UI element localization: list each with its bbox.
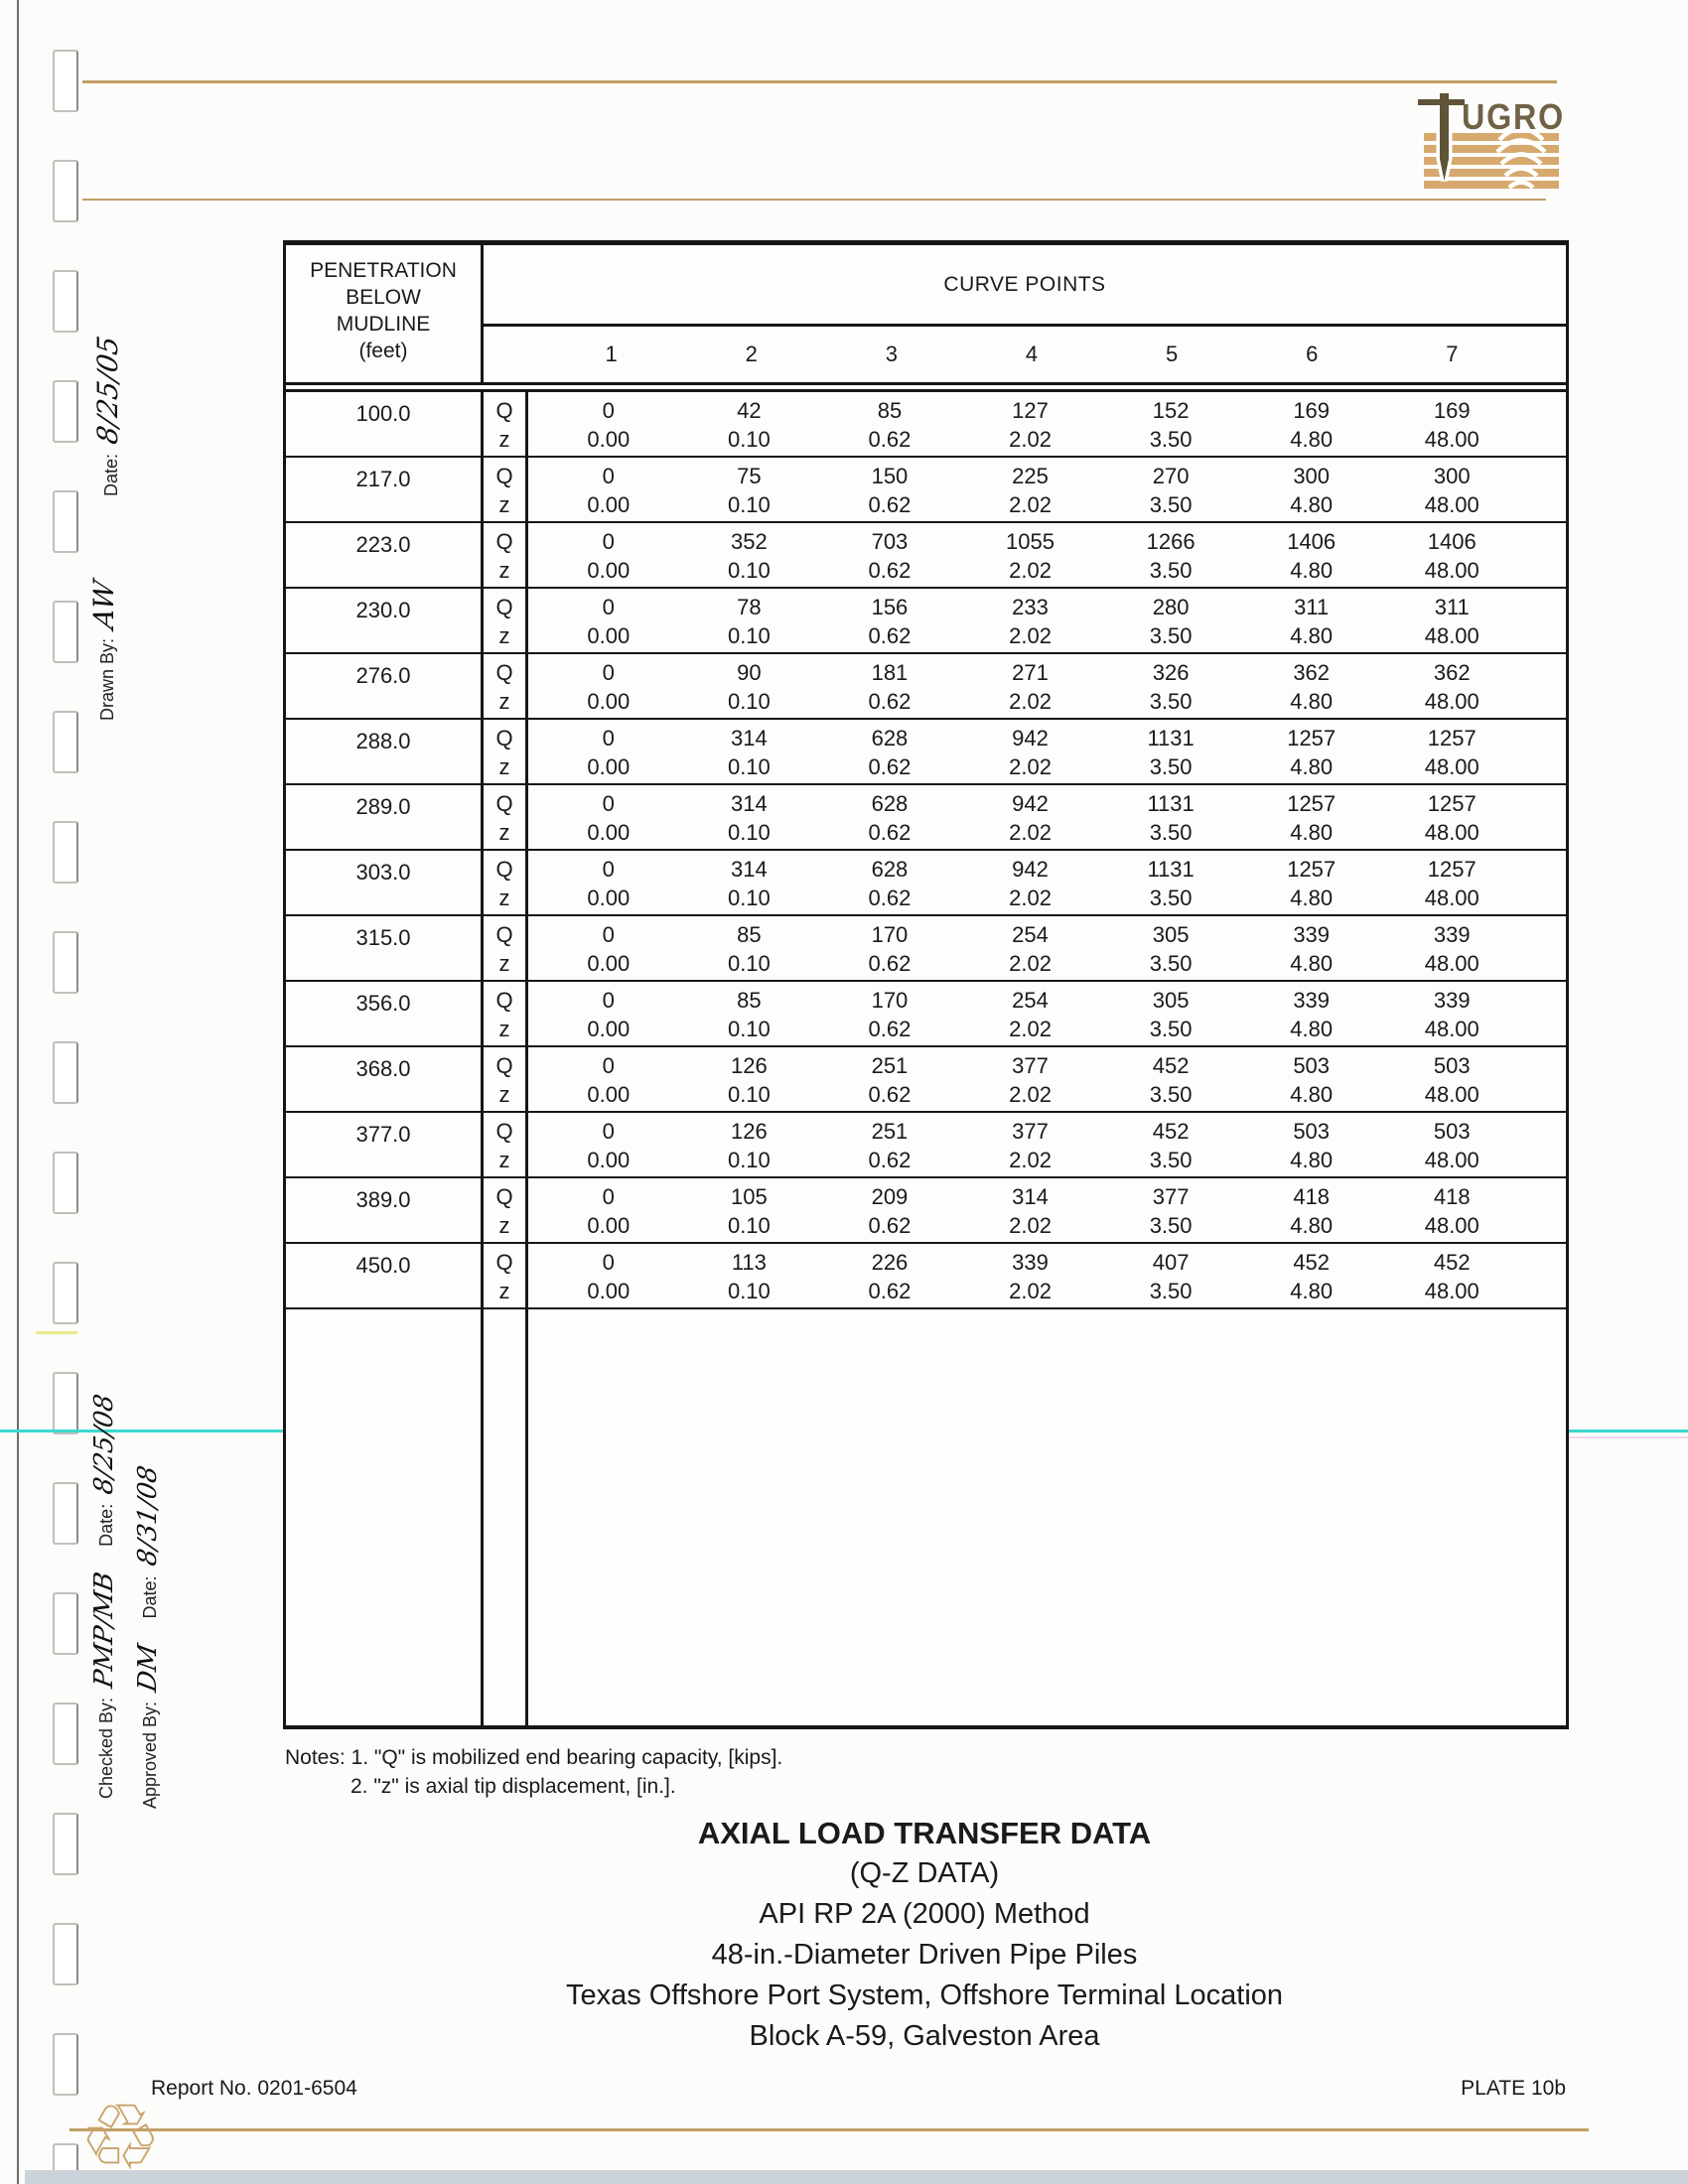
curve-values — [528, 589, 1566, 652]
notes-block — [285, 1743, 782, 1801]
q-values: 0 314 628 942 1131 1257 1257 — [602, 726, 1477, 751]
qz-labels: Q z — [484, 523, 528, 587]
q-values: 0 78 156 233 280 311 311 — [602, 595, 1470, 619]
qz-labels: Q z — [484, 589, 528, 652]
qz-labels: Q z — [484, 982, 528, 1045]
depth-value: 303.0 — [286, 851, 484, 914]
plate-subtitle-5: Block A-59, Galveston Area — [749, 2020, 1100, 2052]
curve-values — [528, 785, 1566, 849]
binding-hole — [53, 1152, 78, 1214]
depth-value: 289.0 — [286, 785, 484, 849]
q-values: 0 42 85 127 152 169 169 — [602, 398, 1471, 423]
scan-artifact-yellow-mark — [36, 1331, 77, 1334]
qz-labels: Q z — [484, 720, 528, 783]
depth-value: 100.0 — [286, 392, 484, 456]
double-rule — [286, 385, 1566, 392]
curve-values — [528, 1047, 1566, 1111]
table-row — [286, 982, 1566, 1047]
z-values: 0.00 0.10 0.62 2.02 3.50 4.80 48.00 — [587, 558, 1479, 583]
bottom-rule — [70, 2128, 1589, 2131]
curve-values — [528, 1178, 1566, 1242]
table-body — [286, 392, 1566, 1725]
qz-labels: Q z — [484, 916, 528, 980]
plate-title: AXIAL LOAD TRANSFER DATA — [697, 1816, 1152, 1850]
qz-labels: Q z — [484, 392, 528, 456]
z-values: 0.00 0.10 0.62 2.02 3.50 4.80 48.00 — [587, 427, 1479, 452]
qz-data-table — [283, 240, 1569, 1729]
curve-values — [528, 654, 1566, 718]
z-values: 0.00 0.10 0.62 2.02 3.50 4.80 48.00 — [587, 1279, 1479, 1303]
binding-hole — [53, 1041, 78, 1104]
table-row — [286, 1047, 1566, 1113]
point-number: 6 — [1306, 341, 1319, 366]
top-rule-1 — [82, 80, 1557, 83]
depth-value: 389.0 — [286, 1178, 484, 1242]
q-values: 0 105 209 314 377 418 418 — [602, 1184, 1471, 1209]
binding-hole — [53, 380, 78, 443]
table-row — [286, 1244, 1566, 1309]
logo-text: UGRO — [1462, 96, 1565, 137]
q-values: 0 352 703 1055 1266 1406 1406 — [602, 529, 1477, 554]
table-row — [286, 523, 1566, 589]
handwritten-date: 8/25/05 — [91, 334, 124, 447]
z-values: 0.00 0.10 0.62 2.02 3.50 4.80 48.00 — [587, 820, 1479, 845]
plate-subtitle-3: 48-in.-Diameter Driven Pipe Piles — [711, 1939, 1138, 1971]
binding-hole — [53, 160, 78, 222]
table-row — [286, 458, 1566, 523]
curve-values — [528, 851, 1566, 914]
scan-edge-line — [17, 0, 19, 2184]
curve-values — [528, 916, 1566, 980]
binding-hole — [53, 1372, 78, 1434]
scan-artifact-bottom-bar — [25, 2170, 1688, 2184]
q-values: 0 85 170 254 305 339 339 — [602, 922, 1471, 947]
top-rule-2 — [82, 199, 1546, 201]
q-values: 0 113 226 339 407 452 452 — [602, 1250, 1471, 1275]
q-values: 0 314 628 942 1131 1257 1257 — [602, 857, 1477, 882]
binding-hole — [53, 931, 78, 994]
binding-hole — [53, 490, 78, 553]
table-row — [286, 589, 1566, 654]
binding-hole — [53, 1262, 78, 1324]
curve-values — [528, 458, 1566, 521]
table-row — [286, 916, 1566, 982]
q-values: 0 85 170 254 305 339 339 — [602, 988, 1471, 1013]
depth-value: 217.0 — [286, 458, 484, 521]
depth-value: 230.0 — [286, 589, 484, 652]
depth-value: 356.0 — [286, 982, 484, 1045]
report-number: Report No. 0201-6504 — [151, 2077, 357, 2100]
point-number: 1 — [605, 341, 618, 366]
plate-number: PLATE 10b — [1461, 2077, 1566, 2100]
z-values: 0.00 0.10 0.62 2.02 3.50 4.80 48.00 — [587, 1017, 1479, 1041]
point-number: 4 — [1025, 341, 1039, 366]
binding-hole — [53, 1482, 78, 1545]
qz-labels: Q z — [484, 1178, 528, 1242]
binding-hole — [53, 601, 78, 663]
z-values: 0.00 0.10 0.62 2.02 3.50 4.80 48.00 — [587, 754, 1479, 779]
curve-points-header: CURVE POINTS — [484, 245, 1566, 327]
margin-checked-by: Checked By:PMP/MBDate:8/25/08 — [89, 1391, 119, 1799]
q-values: 0 126 251 377 452 503 503 — [602, 1119, 1471, 1144]
qz-labels: Q z — [484, 1113, 528, 1176]
z-values: 0.00 0.10 0.62 2.02 3.50 4.80 48.00 — [587, 492, 1479, 517]
qz-labels: Q z — [484, 1244, 528, 1307]
binding-hole — [53, 2033, 78, 2096]
curve-values — [528, 720, 1566, 783]
depth-value: 223.0 — [286, 523, 484, 587]
q-values: 0 126 251 377 452 503 503 — [602, 1053, 1471, 1078]
margin-approved-by: Approved By:DMDate:8/31/08 — [133, 1463, 163, 1809]
table-row — [286, 720, 1566, 785]
binding-hole — [53, 1703, 78, 1765]
z-values: 0.00 0.10 0.62 2.02 3.50 4.80 48.00 — [587, 951, 1479, 976]
depth-value: 377.0 — [286, 1113, 484, 1176]
curve-values — [528, 523, 1566, 587]
z-values: 0.00 0.10 0.62 2.02 3.50 4.80 48.00 — [587, 623, 1479, 648]
q-values: 0 314 628 942 1131 1257 1257 — [602, 791, 1477, 816]
margin-date-drawn: Date:8/25/05 — [91, 334, 124, 496]
notes-label: Notes: — [285, 1746, 346, 1769]
curve-values — [528, 982, 1566, 1045]
z-values: 0.00 0.10 0.62 2.02 3.50 4.80 48.00 — [587, 1213, 1479, 1238]
z-values: 0.00 0.10 0.62 2.02 3.50 4.80 48.00 — [587, 886, 1479, 910]
margin-drawn-by: Drawn By:AW — [87, 578, 120, 721]
handwritten-initials-checked: PMP/MB — [89, 1570, 119, 1691]
q-values: 0 75 150 225 270 300 300 — [602, 464, 1471, 488]
qz-labels: Q z — [484, 785, 528, 849]
z-values: 0.00 0.10 0.62 2.02 3.50 4.80 48.00 — [587, 1082, 1479, 1107]
plate-subtitle-4: Texas Offshore Port System, Offshore Terminal Location — [565, 1979, 1284, 2011]
depth-column-header: PENETRATION BELOW MUDLINE (feet) — [286, 245, 484, 382]
point-numbers-row — [531, 341, 1566, 367]
binding-hole — [53, 711, 78, 773]
binding-hole — [53, 1923, 78, 1985]
q-values: 0 90 181 271 326 362 362 — [602, 660, 1471, 685]
qz-labels: Q z — [484, 851, 528, 914]
binding-hole — [53, 270, 78, 333]
plate-subtitle-2: API RP 2A (2000) Method — [759, 1898, 1090, 1930]
note-line-2: 2. "z" is axial tip displacement, [in.]. — [351, 1775, 676, 1798]
point-number: 3 — [885, 341, 898, 366]
handwritten-initials-approved: DM — [133, 1641, 163, 1695]
curve-values — [528, 392, 1566, 456]
binding-hole — [53, 50, 78, 112]
table-row — [286, 785, 1566, 851]
curve-values — [528, 1113, 1566, 1176]
curve-values — [528, 1244, 1566, 1307]
plate-subtitle-1: (Q-Z DATA) — [849, 1857, 1000, 1889]
table-row — [286, 1113, 1566, 1178]
z-values: 0.00 0.10 0.62 2.02 3.50 4.80 48.00 — [587, 1148, 1479, 1172]
table-filler-row — [286, 1309, 1566, 1725]
table-row — [286, 654, 1566, 720]
table-row — [286, 851, 1566, 916]
depth-value: 315.0 — [286, 916, 484, 980]
qz-labels: Q z — [484, 654, 528, 718]
binding-hole — [53, 821, 78, 884]
depth-value: 450.0 — [286, 1244, 484, 1307]
depth-value: 368.0 — [286, 1047, 484, 1111]
handwritten-initials-drawn: AW — [87, 578, 120, 631]
note-line-1: Notes: 1. "Q" is mobilized end bearing capacity, [kips]. — [285, 1746, 783, 1769]
fugro-logo — [1418, 85, 1567, 199]
z-values: 0.00 0.10 0.62 2.02 3.50 4.80 48.00 — [587, 689, 1479, 714]
point-number: 2 — [745, 341, 758, 366]
table-row — [286, 392, 1566, 458]
binding-hole — [53, 1813, 78, 1875]
point-number: 5 — [1166, 341, 1179, 366]
binding-hole — [53, 1592, 78, 1655]
handwritten-date-approved: 8/31/08 — [133, 1463, 163, 1570]
recycle-icon: ♲ — [79, 2085, 162, 2184]
title-block — [283, 1813, 1566, 2057]
point-number: 7 — [1446, 341, 1459, 366]
handwritten-date-checked: 8/25/08 — [89, 1391, 119, 1497]
table-row — [286, 1178, 1566, 1244]
depth-value: 288.0 — [286, 720, 484, 783]
table-header — [286, 245, 1566, 385]
qz-labels: Q z — [484, 1047, 528, 1111]
qz-labels: Q z — [484, 458, 528, 521]
depth-value: 276.0 — [286, 654, 484, 718]
